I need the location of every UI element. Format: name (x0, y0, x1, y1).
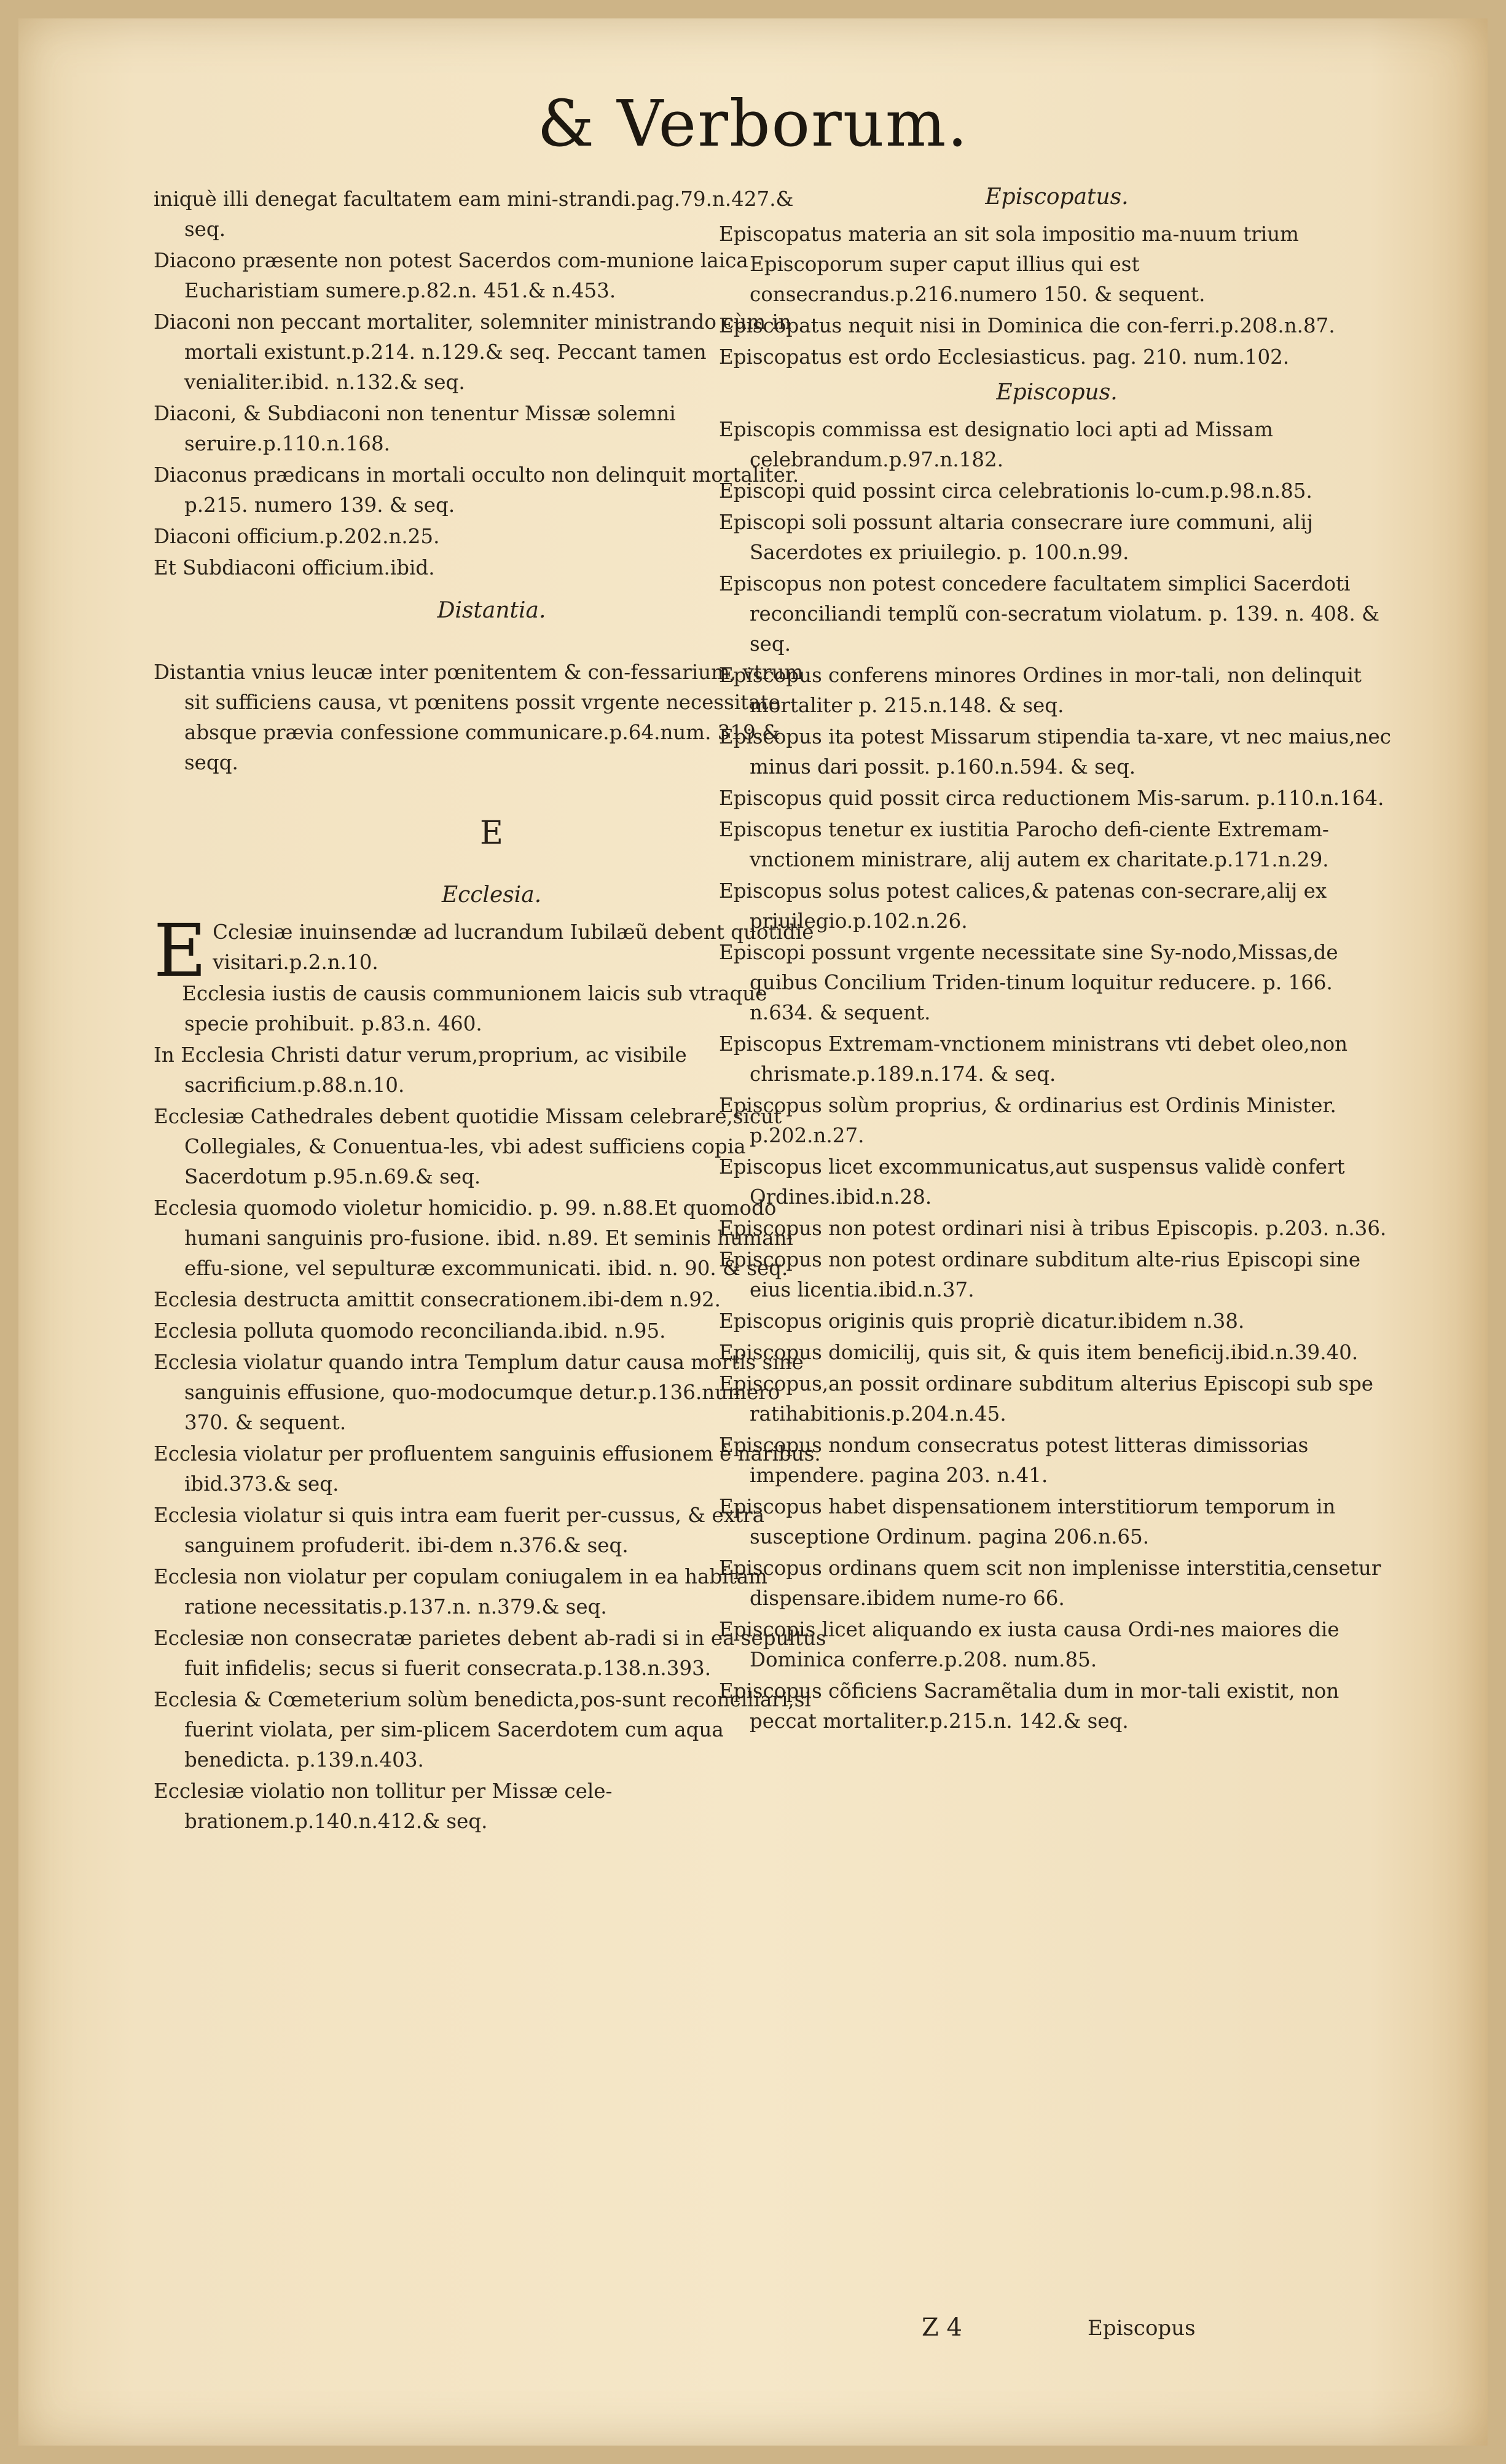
section-heading-distantia: Distantia. (437, 598, 546, 623)
index-entry: Ecclesia & Cœmeterium solùm benedicta,pos-sunt reconciliari,si fuerint violata, per sim-plicem Sacerdotem cum aqua benedicta. p.139.n.403. (154, 1688, 811, 1771)
index-entry: Episcopus cõficiens Sacramẽtalia dum in mor-tali existit, non peccat mortaliter.p.215.n. 142.& seq. (719, 1679, 1339, 1733)
index-entry: Distantia vnius leucæ inter pœnitentem & con-fessarium, vtrum sit sufficiens causa, vt pœnitens possit vrgente necessitate absque prævia confessione communicare.p.64.num. 319.& seqq. (154, 661, 804, 774)
index-entry: Episcopus originis quis propriè dicatur.ibidem n.38. (719, 1309, 1245, 1333)
letter-heading: E (480, 815, 503, 852)
page-footer (18, 2313, 1488, 2350)
index-entry: Episcopis commissa est designatio loci apti ad Missam celebrandum.p.97.n.182. (719, 418, 1273, 471)
index-entry: Diaconi, & Subdiaconi non tenentur Missæ solemni seruire.p.110.n.168. (154, 402, 676, 455)
index-entry: Diacono præsente non potest Sacerdos com-munione laica Eucharistiam sumere.p.82.n. 451.& n.453. (154, 249, 748, 302)
signature-mark: Z 4 (922, 2313, 962, 2342)
index-entry: Episcopus non potest concedere facultatem simplici Sacerdoti reconciliandi templũ con-secratum violatum. p. 139. n. 408. & seq. (719, 572, 1380, 656)
index-entry: Episcopus conferens minores Ordines in mor-tali, non delinquit mortaliter p. 215.n.148. & seq. (719, 664, 1362, 717)
index-entry: Episcopus domicilij, quis sit, & quis item beneficij.ibid.n.39.40. (719, 1341, 1359, 1364)
index-entry: Episcopi quid possint circa celebrationis lo-cum.p.98.n.85. (719, 479, 1312, 503)
index-entry: iniquè illi denegat facultatem eam mini-strandi.pag.79.n.427.& seq. (154, 187, 794, 241)
index-entry: Episcopus tenetur ex iustitia Parocho defi-ciente Extremam-vnctionem ministrare, alij autem ex charitate.p.171.n.29. (719, 818, 1329, 871)
index-entry: Episcopis licet aliquando ex iusta causa Ordi-nes maiores die Dominica conferre.p.208. num.85. (719, 1618, 1339, 1671)
index-entry: Episcopus Extremam-vnctionem ministrans vti debet oleo,non chrismate.p.189.n.174. & seq. (719, 1032, 1348, 1086)
section-heading-ecclesia: Ecclesia. (441, 882, 542, 908)
running-title: & Verborum. (537, 86, 969, 161)
index-entry: Ecclesia iustis de causis communionem laicis sub vtraque specie prohibuit. p.83.n. 460. (182, 982, 767, 1035)
index-entry: Ecclesiæ Cathedrales debent quotidie Missam celebrare,sicut Collegiales, & Conuentua-les, vbi adest sufficiens copia Sacerdotum p.95.n.69.& seq. (154, 1105, 782, 1188)
index-entry: Diaconi non peccant mortaliter, solemniter ministrando cùm in mortali existunt.p.214. n.129.& seq. Peccant tamen venialiter.ibid. n.132.& seq. (154, 310, 791, 394)
book-page (18, 18, 1488, 2446)
index-entry: Episcopatus nequit nisi in Dominica die con-ferri.p.208.n.87. (719, 314, 1335, 337)
index-entry: In Ecclesia Christi datur verum,proprium, ac visibile sacrificium.p.88.n.10. (154, 1043, 687, 1097)
index-entry: Ecclesia polluta quomodo reconcilianda.ibid. n.95. (154, 1319, 666, 1343)
index-entry: Ecclesia non violatur per copulam coniugalem in ea habitam ratione necessitatis.p.137.n. n.379.& seq. (154, 1565, 767, 1618)
index-entry: Ecclesia violatur per profluentem sanguinis effusionem è naribus. ibid.373.& seq. (154, 1442, 821, 1496)
entry-text: Cclesiæ inuinsendæ ad lucrandum Iubilæũ debent quotidie visitari.p.2.n.10. (213, 920, 814, 974)
index-entry: Episcopus quid possit circa reductionem Mis-sarum. p.110.n.164. (719, 787, 1384, 810)
index-entry: Ecclesia violatur quando intra Templum datur causa mortis sine sanguinis effusione, quo-modocumque detur.p.136.numero 370. & sequent. (154, 1351, 804, 1434)
index-entry: Et Subdiaconi officium.ibid. (154, 556, 435, 579)
index-entry: Episcopatus materia an sit sola impositio ma-nuum trium Episcoporum super caput illius qui est consecrandus.p.216.numero 150. & sequent. (719, 222, 1299, 306)
index-entry: Episcopi possunt vrgente necessitate sine Sy-nodo,Missas,de quibus Concilium Triden-tinum loquitur reducere. p. 166. n.634. & sequent. (719, 941, 1338, 1024)
right-column (719, 184, 1395, 1738)
index-entry: Episcopus licet excommunicatus,aut suspensus validè confert Ordines.ibid.n.28. (719, 1155, 1345, 1209)
section-heading-episcopatus: Episcopatus. (985, 184, 1129, 210)
index-entry: Episcopus non potest ordinari nisi à tribus Episcopis. p.203. n.36. (719, 1217, 1387, 1240)
drop-cap: E (154, 908, 207, 993)
index-entry: Episcopus solùm proprius, & ordinarius est Ordinis Minister. p.202.n.27. (719, 1094, 1336, 1147)
index-entry: Ecclesiæ violatio non tollitur per Missæ cele-brationem.p.140.n.412.& seq. (154, 1779, 613, 1833)
index-entry: Diaconi officium.p.202.n.25. (154, 525, 440, 548)
index-entry: Episcopi soli possunt altaria consecrare iure communi, alij Sacerdotes ex priuilegio. p. 100.n.99. (719, 511, 1313, 564)
index-entry: Diaconus prædicans in mortali occulto non delinquit mortaliter. p.215. numero 139. & seq. (154, 463, 799, 517)
index-entry: Episcopus nondum consecratus potest litteras dimissorias impendere. pagina 203. n.41. (719, 1434, 1309, 1487)
catchword: Episcopus (1088, 2316, 1196, 2340)
index-entry: Episcopus solus potest calices,& patenas con-secrare,alij ex priuilegio.p.102.n.26. (719, 879, 1327, 933)
index-entry: Episcopus non potest ordinare subditum alte-rius Episcopi sine eius licentia.ibid.n.37. (719, 1248, 1361, 1301)
index-entry: Episcopus habet dispensationem interstitiorum temporum in susceptione Ordinum. pagina 206.n.65. (719, 1495, 1336, 1548)
index-entry: Ecclesia violatur si quis intra eam fuerit per-cussus, & extra sanguinem profuderit. ibi-dem n.376.& seq. (154, 1504, 765, 1557)
index-entry: Episcopatus est ordo Ecclesiasticus. pag. 210. num.102. (719, 345, 1290, 369)
index-entry: Episcopus ordinans quem scit non implenisse interstitia,censetur dispensare.ibidem nume-ro 66. (719, 1556, 1381, 1610)
index-entry: Episcopus ita potest Missarum stipendia ta-xare, vt nec maius,nec minus dari possit. p.160.n.594. & seq. (719, 725, 1391, 779)
index-entry: Ecclesiæ non consecratæ parietes debent ab-radi si in ea sepultus fuit infidelis; secus si fuerit consecrata.p.138.n.393. (154, 1626, 826, 1680)
section-heading-episcopus: Episcopus. (996, 380, 1118, 405)
index-entry: Ecclesia destructa amittit consecrationem.ibi-dem n.92. (154, 1288, 721, 1311)
index-entry: Episcopus,an possit ordinare subditum alterius Episcopi sub spe ratihabitionis.p.204.n.45. (719, 1372, 1374, 1426)
index-entry: Ecclesia quomodo violetur homicidio. p. 99. n.88.Et quomodo humani sanguinis pro-fusione. ibid. n.89. Et seminis humani effu-sione, vel sepulturæ excommunicati. ibid. n. 90. & seq. (154, 1196, 793, 1280)
